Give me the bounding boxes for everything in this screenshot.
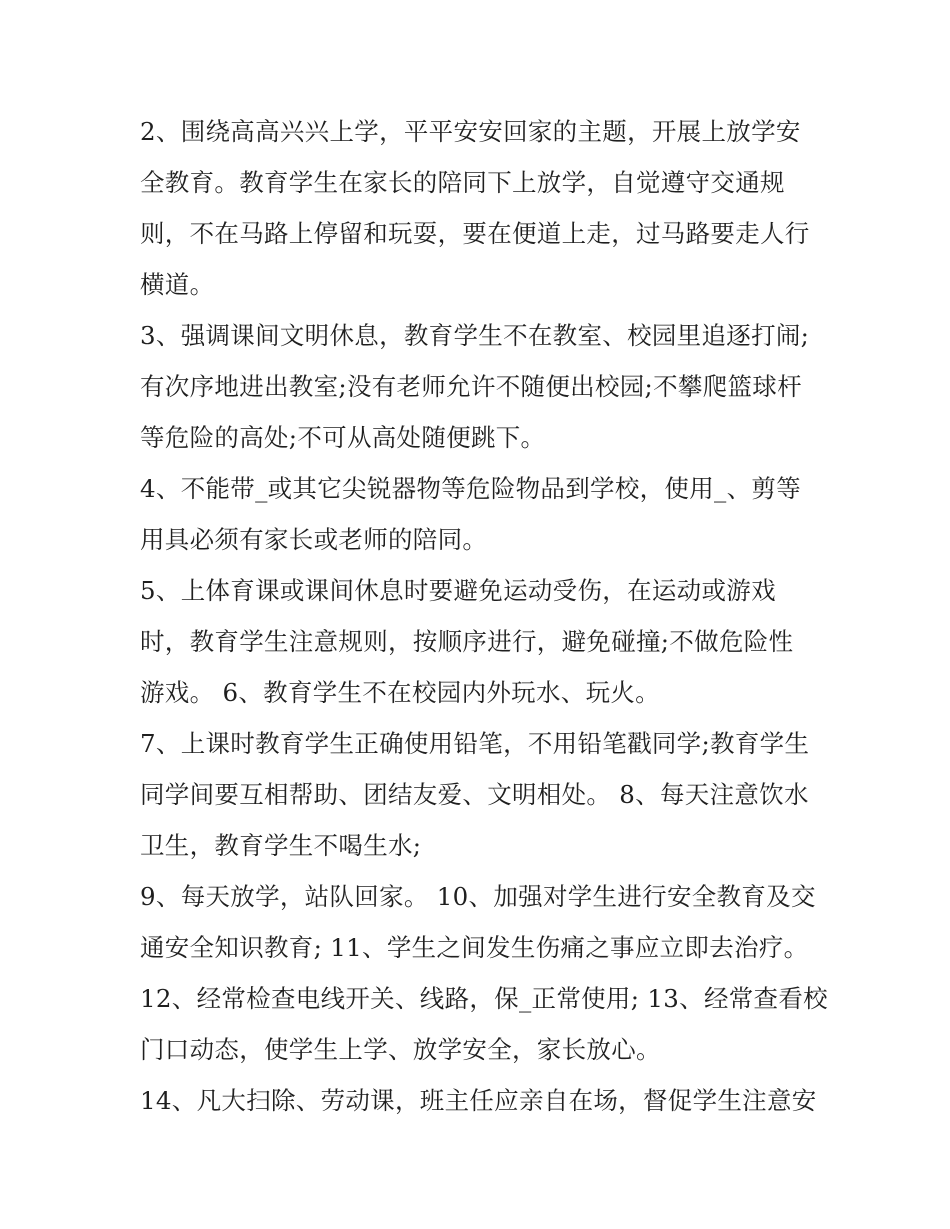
- text-line: 2、围绕高高兴兴上学，平平安安回家的主题，开展上放学安: [140, 117, 801, 146]
- text-line: 5、上体育课或课间休息时要避免运动受伤，在运动或游戏: [140, 576, 776, 605]
- document-body: [140, 106, 828, 1126]
- text-line: 卫生，教育学生不喝生水;: [140, 831, 422, 860]
- text-line: 门口动态，使学生上学、放学安全，家长放心。: [140, 1035, 661, 1064]
- text-line: 7、上课时教育学生正确使用铅笔，不用铅笔戳同学;教育学生: [140, 729, 810, 758]
- paragraph-item-14: [140, 1075, 817, 1126]
- text-line: 时，教育学生注意规则，按顺序进行，避免碰撞;不做危险性: [140, 627, 794, 656]
- text-line: 12、经常检查电线开关、线路，保_正常使用; 13、经常查看校: [140, 984, 828, 1013]
- paragraph-item-7-8: [140, 718, 812, 871]
- paragraph-item-4: [140, 463, 812, 565]
- text-line: 全教育。教育学生在家长的陪同下上放学，自觉遵守交通规: [140, 168, 785, 197]
- text-line: 横道。: [140, 270, 215, 299]
- paragraph-item-2: [140, 106, 812, 310]
- text-line: 同学间要互相帮助、团结友爱、文明相处。 8、每天注意饮水: [140, 780, 809, 809]
- text-line: 14、凡大扫除、劳动课，班主任应亲自在场，督促学生注意安: [140, 1086, 817, 1115]
- text-line: 等危险的高处;不可从高处随便跳下。: [140, 423, 546, 452]
- paragraph-item-5-6: [140, 565, 812, 718]
- text-line: 则，不在马路上停留和玩耍，要在便道上走，过马路要走人行: [140, 219, 810, 248]
- text-line: 3、强调课间文明休息，教育学生不在教室、校园里追逐打闹;: [140, 321, 810, 350]
- text-line: 4、不能带_或其它尖锐器物等危险物品到学校，使用_、剪等: [140, 474, 801, 503]
- text-line: 有次序地进出教室;没有老师允许不随便出校园;不攀爬篮球杆: [140, 372, 802, 401]
- paragraph-item-9-11: [140, 871, 816, 973]
- text-line: 游戏。 6、教育学生不在校园内外玩水、玩火。: [140, 678, 660, 707]
- paragraph-item-12-13: [140, 973, 828, 1075]
- text-line: 用具必须有家长或老师的陪同。: [140, 525, 488, 554]
- paragraph-item-3: [140, 310, 812, 463]
- text-line: 9、每天放学，站队回家。 10、加强对学生进行安全教育及交: [140, 882, 816, 911]
- text-line: 通安全知识教育; 11、学生之间发生伤痛之事应立即去治疗。: [140, 933, 809, 962]
